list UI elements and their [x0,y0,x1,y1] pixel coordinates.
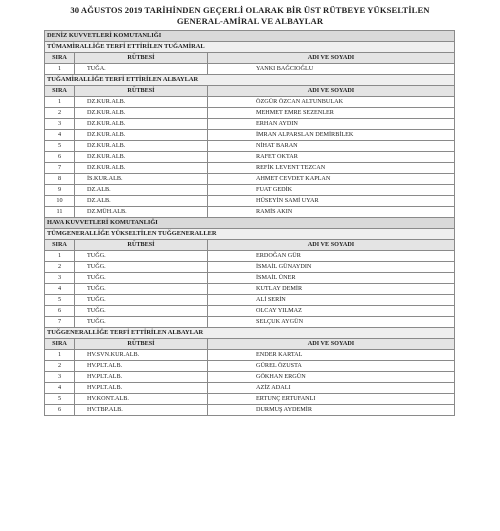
cell-sira: 11 [45,207,75,218]
cell-rutbe: HV.PLT.ALB. [75,361,208,372]
group-header [45,328,455,339]
cell-sira: 2 [45,108,75,119]
cell-ad-soyad: İSMAİL ÜNER [208,273,455,284]
cell-rutbe: TUĞG. [75,295,208,306]
cell-sira: 4 [45,284,75,295]
cell-rutbe: DZ.KUR.ALB. [75,163,208,174]
cell-ad-soyad: FUAT GEDİK [208,185,455,196]
group-header [45,75,455,86]
table-row [45,174,455,185]
section-title: HAVA KUVVETLERİ KOMUTANLIĞI [45,218,455,229]
cell-sira: 3 [45,119,75,130]
cell-sira: 1 [45,64,75,75]
column-header-row [45,339,455,350]
column-header-rutbe: RÜTBESİ [75,339,208,350]
column-header-rutbe: RÜTBESİ [75,86,208,97]
cell-ad-soyad: İMRAN ALPARSLAN DEMİRBİLEK [208,130,455,141]
table-row [45,152,455,163]
cell-sira: 4 [45,383,75,394]
cell-ad-soyad: ÖZGÜR ÖZCAN ALTUNBULAK [208,97,455,108]
group-title: TUĞAMİRALLİĞE TERFİ ETTİRİLEN ALBAYLAR [45,75,455,86]
cell-rutbe: İS.KUR.ALB. [75,174,208,185]
table-row [45,295,455,306]
table-row [45,317,455,328]
cell-ad-soyad: HÜSEYİN SAMİ UYAR [208,196,455,207]
section-header [45,218,455,229]
table-row [45,163,455,174]
column-header-ad: ADI VE SOYADI [208,86,455,97]
table-row [45,273,455,284]
cell-ad-soyad: GÖKHAN ERGÜN [208,372,455,383]
cell-ad-soyad: DURMUŞ AYDEMİR [208,405,455,416]
cell-sira: 9 [45,185,75,196]
cell-ad-soyad: AHMET CEVDET KAPLAN [208,174,455,185]
column-header-row [45,86,455,97]
cell-sira: 5 [45,295,75,306]
group-title: TUĞGENERALLİĞE TERFİ ETTİRİLEN ALBAYLAR [45,328,455,339]
cell-rutbe: DZ.KUR.ALB. [75,152,208,163]
cell-ad-soyad: ENDER KARTAL [208,350,455,361]
cell-ad-soyad: NİHAT BARAN [208,141,455,152]
column-header-sira: SIRA [45,53,75,64]
cell-ad-soyad: OLCAY YILMAZ [208,306,455,317]
table-row [45,207,455,218]
cell-sira: 7 [45,163,75,174]
cell-ad-soyad: KUTLAY DEMİR [208,284,455,295]
group-title: TÜMAMİRALLİĞE TERFİ ETTİRİLEN TUĞAMİRAL [45,42,455,53]
column-header-sira: SIRA [45,339,75,350]
table-row [45,251,455,262]
cell-rutbe: DZ.MÜH.ALB. [75,207,208,218]
table-row [45,130,455,141]
title-line-1: 30 AĞUSTOS 2019 TARİHİNDEN GEÇERLİ OLARAK BİR ÜST RÜTBEYE YÜKSELTİLEN [70,5,430,15]
cell-rutbe: TUĞG. [75,262,208,273]
group-header [45,42,455,53]
column-header-row [45,53,455,64]
cell-rutbe: TUĞA. [75,64,208,75]
table-row [45,108,455,119]
document-title [0,0,500,27]
cell-rutbe: TUĞG. [75,306,208,317]
table-row [45,141,455,152]
cell-ad-soyad: ERDOĞAN GÜR [208,251,455,262]
table-row [45,196,455,207]
cell-sira: 6 [45,306,75,317]
cell-ad-soyad: ERTUNÇ ERTUFANLI [208,394,455,405]
cell-rutbe: TUĞG. [75,317,208,328]
table-row [45,262,455,273]
promotion-table-body [45,31,455,416]
cell-rutbe: DZ.KUR.ALB. [75,108,208,119]
cell-rutbe: DZ.ALB. [75,196,208,207]
cell-sira: 1 [45,97,75,108]
table-row [45,372,455,383]
cell-rutbe: DZ.KUR.ALB. [75,141,208,152]
title-line-2: GENERAL-AMİRAL VE ALBAYLAR [176,16,324,26]
cell-rutbe: HV.SVN.KUR.ALB. [75,350,208,361]
cell-ad-soyad: ALİ SERİN [208,295,455,306]
cell-ad-soyad: İSMAİL GÜNAYDIN [208,262,455,273]
cell-rutbe: DZ.KUR.ALB. [75,97,208,108]
table-row [45,306,455,317]
group-header [45,229,455,240]
cell-sira: 5 [45,141,75,152]
cell-sira: 5 [45,394,75,405]
cell-sira: 7 [45,317,75,328]
table-row [45,119,455,130]
table-row [45,97,455,108]
table-row [45,185,455,196]
cell-sira: 6 [45,152,75,163]
column-header-ad: ADI VE SOYADI [208,339,455,350]
cell-ad-soyad: GÜREL ÖZUSTA [208,361,455,372]
cell-sira: 2 [45,262,75,273]
table-row [45,361,455,372]
cell-ad-soyad: REFİK LEVENT TEZCAN [208,163,455,174]
table-row [45,394,455,405]
cell-ad-soyad: ERHAN AYDIN [208,119,455,130]
table-row [45,284,455,295]
cell-ad-soyad: AZİZ ADALI [208,383,455,394]
table-row [45,383,455,394]
column-header-sira: SIRA [45,86,75,97]
cell-rutbe: HV.PLT.ALB. [75,372,208,383]
cell-ad-soyad: RAMİS AKIN [208,207,455,218]
cell-rutbe: DZ.ALB. [75,185,208,196]
column-header-rutbe: RÜTBESİ [75,53,208,64]
group-title: TÜMGENERALLİĞE YÜKSELTİLEN TUĞGENERALLER [45,229,455,240]
column-header-row [45,240,455,251]
cell-rutbe: HV.TBP.ALB. [75,405,208,416]
cell-rutbe: TUĞG. [75,273,208,284]
cell-rutbe: TUĞG. [75,284,208,295]
promotion-table [44,30,455,416]
cell-sira: 8 [45,174,75,185]
cell-ad-soyad: MEHMET EMRE SEZENLER [208,108,455,119]
cell-rutbe: HV.KONT.ALB. [75,394,208,405]
section-title: DENİZ KUVVETLERİ KOMUTANLIĞI [45,31,455,42]
table-row [45,64,455,75]
cell-ad-soyad: RAFET OKTAR [208,152,455,163]
column-header-ad: ADI VE SOYADI [208,240,455,251]
cell-sira: 3 [45,273,75,284]
cell-sira: 1 [45,350,75,361]
cell-ad-soyad: YANKI BAĞCIOĞLU [208,64,455,75]
cell-rutbe: TUĞG. [75,251,208,262]
cell-sira: 1 [45,251,75,262]
section-header [45,31,455,42]
cell-sira: 2 [45,361,75,372]
column-header-rutbe: RÜTBESİ [75,240,208,251]
column-header-ad: ADI VE SOYADI [208,53,455,64]
cell-sira: 4 [45,130,75,141]
cell-sira: 10 [45,196,75,207]
column-header-sira: SIRA [45,240,75,251]
cell-sira: 3 [45,372,75,383]
cell-rutbe: DZ.KUR.ALB. [75,130,208,141]
cell-rutbe: DZ.KUR.ALB. [75,119,208,130]
cell-sira: 6 [45,405,75,416]
cell-ad-soyad: SELÇUK AYGÜN [208,317,455,328]
cell-rutbe: HV.PLT.ALB. [75,383,208,394]
table-row [45,405,455,416]
table-row [45,350,455,361]
